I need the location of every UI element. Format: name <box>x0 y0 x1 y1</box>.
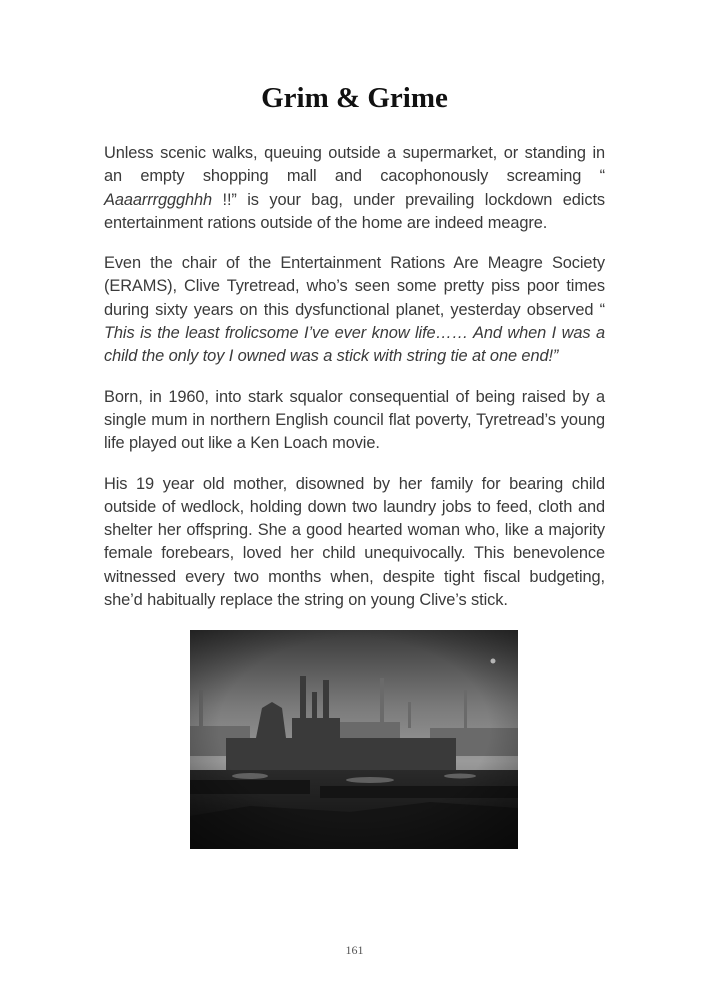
paragraph-1-text-end: !!” is your bag, under prevailing lockdown edicts entertainment rations outside of the home are indeed meagre. <box>104 190 605 232</box>
industrial-skyline-illustration <box>190 630 518 849</box>
paragraph-2 <box>104 252 605 368</box>
page-title: Grim & Grime <box>261 82 448 114</box>
paragraph-3 <box>104 386 605 456</box>
paragraph-1 <box>104 142 605 235</box>
article-body <box>104 142 605 629</box>
paragraph-2-quote: This is the least frolicsome I’ve ever know life…… And when I was a child the only toy I owned was a stick with string tie at one end!” <box>104 324 605 366</box>
paragraph-4 <box>104 473 605 613</box>
page-number: 161 <box>345 943 364 957</box>
paragraph-2-text: Even the chair of the Entertainment Rations Are Meagre Society (ERAMS), Clive Tyretread, who’s seen some pretty piss poor times during sixty years on this dysfunctional planet, yesterday observed “ <box>104 254 605 319</box>
industrial-skyline-photo <box>190 630 518 849</box>
paragraph-1-emphasis: Aaaarrrggghhh <box>104 190 213 209</box>
paragraph-1-text: Unless scenic walks, queuing outside a supermarket, or standing in an empty shopping mall and cacophonously screaming “ <box>104 144 605 186</box>
paragraph-4-text: His 19 year old mother, disowned by her family for bearing child outside of wedlock, holding down two laundry jobs to feed, cloth and shelter her offspring. She a good hearted woman who, like a majority female forebears, loved her child unequivocally. This benevolence witnessed every two months when, despite tight fiscal budgeting, she’d habitually replace the string on young Clive’s stick. <box>104 474 605 610</box>
paragraph-3-text: Born, in 1960, into stark squalor consequential of being raised by a single mum in northern English council flat poverty, Tyretread’s young life played out like a Ken Loach movie. <box>104 387 605 453</box>
vignette <box>190 630 518 849</box>
